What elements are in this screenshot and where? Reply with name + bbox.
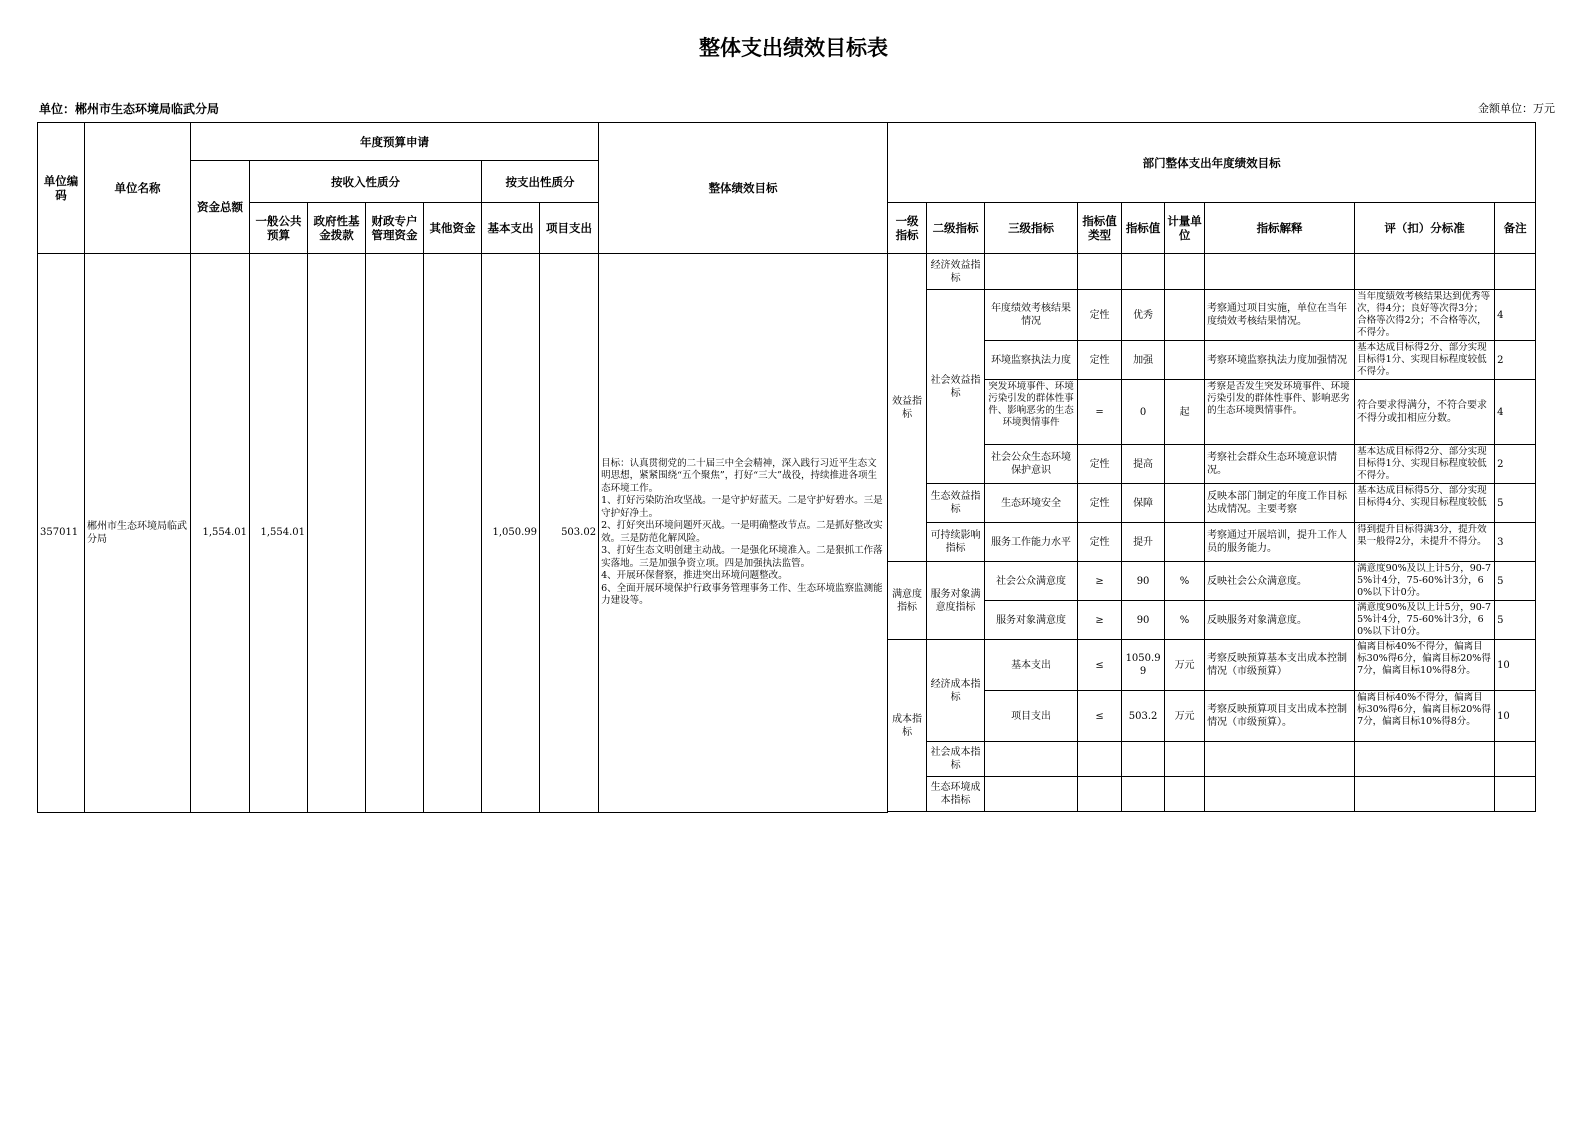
scoring-cell [1355, 691, 1495, 742]
scoring-text: 满意度90%及以上计5分，90-75%计4分，75-60%计3分，60%以下计0分。 [1357, 602, 1492, 637]
value-type-cell: ≤ [1078, 640, 1122, 691]
header-basic-expense: 基本支出 [482, 203, 540, 254]
value-cell: 0 [1122, 380, 1165, 445]
special-fund-cell [366, 254, 424, 813]
value-cell: 保障 [1122, 484, 1165, 523]
header-measure-unit: 计量单位 [1165, 203, 1205, 254]
scoring-text: 得到提升目标得满3分，提升效果一般得2分，未提升不得分。 [1357, 524, 1487, 547]
project-expense-cell: 503.02 [540, 254, 599, 813]
overall-goal-text [601, 458, 885, 608]
goal-line: 4、开展环保督察，推进突出环境问题整改。 [601, 570, 788, 582]
remark-cell: 5 [1495, 484, 1536, 523]
header-unit-code: 单位编码 [38, 123, 85, 254]
header-level2: 二级指标 [927, 203, 985, 254]
level2-sustainable: 可持续影响指标 [927, 523, 985, 562]
measure-unit-cell [1165, 290, 1205, 341]
explanation-cell [1205, 380, 1355, 445]
value-type-cell: = [1078, 380, 1122, 445]
explanation-cell: 考察反映预算项目支出成本控制情况（市级预算）。 [1205, 691, 1355, 742]
value-type-cell: ≥ [1078, 601, 1122, 640]
header-other-fund: 其他资金 [424, 203, 482, 254]
header-special-fund: 财政专户管理资金 [366, 203, 424, 254]
basic-expense-cell: 1,050.99 [482, 254, 540, 813]
scoring-cell [1355, 562, 1495, 601]
value-cell: 90 [1122, 562, 1165, 601]
header-remark: 备注 [1495, 203, 1536, 254]
remark-cell: 5 [1495, 562, 1536, 601]
page-title: 整体支出绩效目标表 [699, 36, 888, 60]
scoring-text: 偏离目标40%不得分，偏离目标30%得6分，偏离目标20%得7分，偏离目标10%得8分。 [1357, 692, 1491, 727]
header-by-income: 按收入性质分 [250, 161, 482, 203]
level1-satisfaction: 满意度指标 [888, 562, 927, 640]
remark-cell: 5 [1495, 601, 1536, 640]
level2-social-cost: 社会成本指标 [927, 742, 985, 777]
header-level1: 一级指标 [888, 203, 927, 254]
measure-unit-cell: 万元 [1165, 640, 1205, 691]
scoring-cell [1355, 484, 1495, 523]
remark-cell: 4 [1495, 290, 1536, 341]
remark-cell: 3 [1495, 523, 1536, 562]
total-funds-cell: 1,554.01 [191, 254, 250, 813]
measure-unit-cell [1165, 341, 1205, 380]
goal-line: 6、全面开展环境保护行政事务管理事务工作、生态环境监察监测能力建设等。 [601, 582, 883, 607]
remark-cell: 2 [1495, 445, 1536, 484]
level3-cell: 基本支出 [985, 640, 1078, 691]
scoring-text: 偏离目标40%不得分，偏离目标30%得6分，偏离目标20%得7分，偏离目标10%得8分。 [1357, 641, 1491, 676]
level2-service-satisfaction: 服务对象满意度指标 [927, 562, 985, 640]
explanation-cell: 反映服务对象满意度。 [1205, 601, 1355, 640]
level3-cell: 生态环境安全 [985, 484, 1078, 523]
scoring-text: 满意度90%及以上计5分，90-75%计4分，75-60%计3分，60%以下计0分。 [1357, 563, 1492, 598]
value-cell: 1050.99 [1122, 640, 1165, 691]
scoring-cell [1355, 640, 1495, 691]
remark-cell: 10 [1495, 640, 1536, 691]
measure-unit-cell: % [1165, 562, 1205, 601]
level3-cell: 服务对象满意度 [985, 601, 1078, 640]
level3-text: 突发环境事件、环境污染引发的群体性事件、影响恶劣的生态环境舆情事件 [988, 381, 1074, 428]
gov-fund-cell [308, 254, 366, 813]
level3-cell: 年度绩效考核结果情况 [985, 290, 1078, 341]
value-cell: 提升 [1122, 523, 1165, 562]
explanation-cell: 反映社会公众满意度。 [1205, 562, 1355, 601]
value-type-cell: 定性 [1078, 445, 1122, 484]
goal-line: 3、打好生态文明创建主动战。一是强化环境准入。二是狠抓工作落实落地。三是加强争资立项。四是加强执法监管。 [601, 545, 883, 569]
level1-cost: 成本指标 [888, 640, 927, 812]
header-value-type: 指标值类型 [1078, 203, 1122, 254]
value-type-cell: 定性 [1078, 523, 1122, 562]
measure-unit-cell [1165, 484, 1205, 523]
level3-cell [985, 380, 1078, 445]
header-scoring: 评（扣）分标准 [1355, 203, 1495, 254]
measure-unit-cell [1165, 523, 1205, 562]
scoring-cell [1355, 601, 1495, 640]
scoring-cell [1355, 523, 1495, 562]
header-unit-name: 单位名称 [85, 123, 191, 254]
general-public-cell: 1,554.01 [250, 254, 308, 813]
header-annual-budget: 年度预算申请 [191, 123, 599, 161]
value-type-cell: ≥ [1078, 562, 1122, 601]
level2-eco-benefit: 生态效益指标 [927, 484, 985, 523]
header-gov-fund: 政府性基金拨款 [308, 203, 366, 254]
value-type-cell: 定性 [1078, 484, 1122, 523]
measure-unit-cell [1165, 445, 1205, 484]
scoring-text: 基本达成目标得5分、部分实现目标得4分、实现目标程度较低 [1357, 485, 1487, 508]
unit-code-cell: 357011 [38, 254, 85, 813]
explanation-cell: 考察通过项目实施，单位在当年度绩效考核结果情况。 [1205, 290, 1355, 341]
remark-cell: 2 [1495, 341, 1536, 380]
scoring-text: 基本达成目标得2分、部分实现目标得1分、实现目标程度较低不得分。 [1357, 342, 1487, 377]
level2-eco-cost: 生态环境成本指标 [927, 777, 985, 812]
other-fund-cell [424, 254, 482, 813]
value-cell: 优秀 [1122, 290, 1165, 341]
header-total-funds: 资金总额 [191, 161, 250, 254]
header-project-expense: 项目支出 [540, 203, 599, 254]
explanation-cell: 考察通过开展培训，提升工作人员的服务能力。 [1205, 523, 1355, 562]
header-explanation: 指标解释 [1205, 203, 1355, 254]
unit-label: 单位：郴州市生态环境局临武分局 [39, 102, 220, 116]
level2-economic-benefit: 经济效益指标 [927, 254, 985, 290]
level2-social-benefit: 社会效益指标 [927, 290, 985, 484]
header-level3: 三级指标 [985, 203, 1078, 254]
remark-cell: 4 [1495, 380, 1536, 445]
goal-line: 2、打好突出环境问题歼灭战。一是明确整改节点。二是抓好整改实效。三是防范化解风险。 [601, 520, 883, 544]
explanation-cell: 反映本部门制定的年度工作目标达成情况。主要考察 [1205, 484, 1355, 523]
value-type-cell: 定性 [1078, 341, 1122, 380]
header-overall-goal: 整体绩效目标 [599, 123, 888, 254]
header-general-public: 一般公共预算 [250, 203, 308, 254]
scoring-text: 基本达成目标得2分、部分实现目标得1分、实现目标程度较低不得分。 [1357, 446, 1487, 481]
level3-cell: 社会公众生态环境保护意识 [985, 445, 1078, 484]
performance-table [37, 122, 1536, 813]
value-cell: 加强 [1122, 341, 1165, 380]
overall-goal-cell [599, 254, 888, 813]
header-dept-goal: 部门整体支出年度绩效目标 [888, 123, 1536, 203]
currency-label: 金额单位：万元 [1478, 102, 1555, 115]
value-cell: 提高 [1122, 445, 1165, 484]
header-by-expense: 按支出性质分 [482, 161, 599, 203]
explanation-text: 考察是否发生突发环境事件、环境污染引发的群体性事件、影响恶劣的生态环境舆情事件。 [1207, 381, 1350, 416]
scoring-cell [1355, 341, 1495, 380]
measure-unit-cell: 万元 [1165, 691, 1205, 742]
measure-unit-cell: % [1165, 601, 1205, 640]
goal-line: 1、打好污染防治攻坚战。一是守护好蓝天。二是守护好碧水。三是守护好净土。 [601, 495, 883, 519]
explanation-cell: 考察社会群众生态环境意识情况。 [1205, 445, 1355, 484]
value-type-cell: 定性 [1078, 290, 1122, 341]
level3-cell: 社会公众满意度 [985, 562, 1078, 601]
value-cell: 90 [1122, 601, 1165, 640]
scoring-cell: 符合要求得满分，不符合要求不得分或扣相应分数。 [1355, 380, 1495, 445]
scoring-cell [1355, 445, 1495, 484]
scoring-text: 当年度绩效考核结果达到优秀等次，得4分；良好等次得3分；合格等次得2分；不合格等次，不得分。 [1357, 291, 1491, 338]
goal-line: 目标：认真贯彻党的二十届三中全会精神，深入践行习近平生态文明思想，紧紧围绕“五个聚焦”，打好“三大”战役，持续推进各项生态环境工作。 [601, 457, 877, 494]
measure-unit-cell: 起 [1165, 380, 1205, 445]
level3-cell: 项目支出 [985, 691, 1078, 742]
header-value: 指标值 [1122, 203, 1165, 254]
level3-cell: 环境监察执法力度 [985, 341, 1078, 380]
level1-benefit: 效益指标 [888, 254, 927, 562]
value-type-cell: ≤ [1078, 691, 1122, 742]
level3-cell: 服务工作能力水平 [985, 523, 1078, 562]
explanation-cell: 考察反映预算基本支出成本控制情况（市级预算） [1205, 640, 1355, 691]
unit-name-cell: 郴州市生态环境局临武分局 [85, 254, 191, 813]
remark-cell: 10 [1495, 691, 1536, 742]
value-cell: 503.2 [1122, 691, 1165, 742]
level2-economic-cost: 经济成本指标 [927, 640, 985, 742]
explanation-cell: 考察环境监察执法力度加强情况 [1205, 341, 1355, 380]
scoring-cell [1355, 290, 1495, 341]
